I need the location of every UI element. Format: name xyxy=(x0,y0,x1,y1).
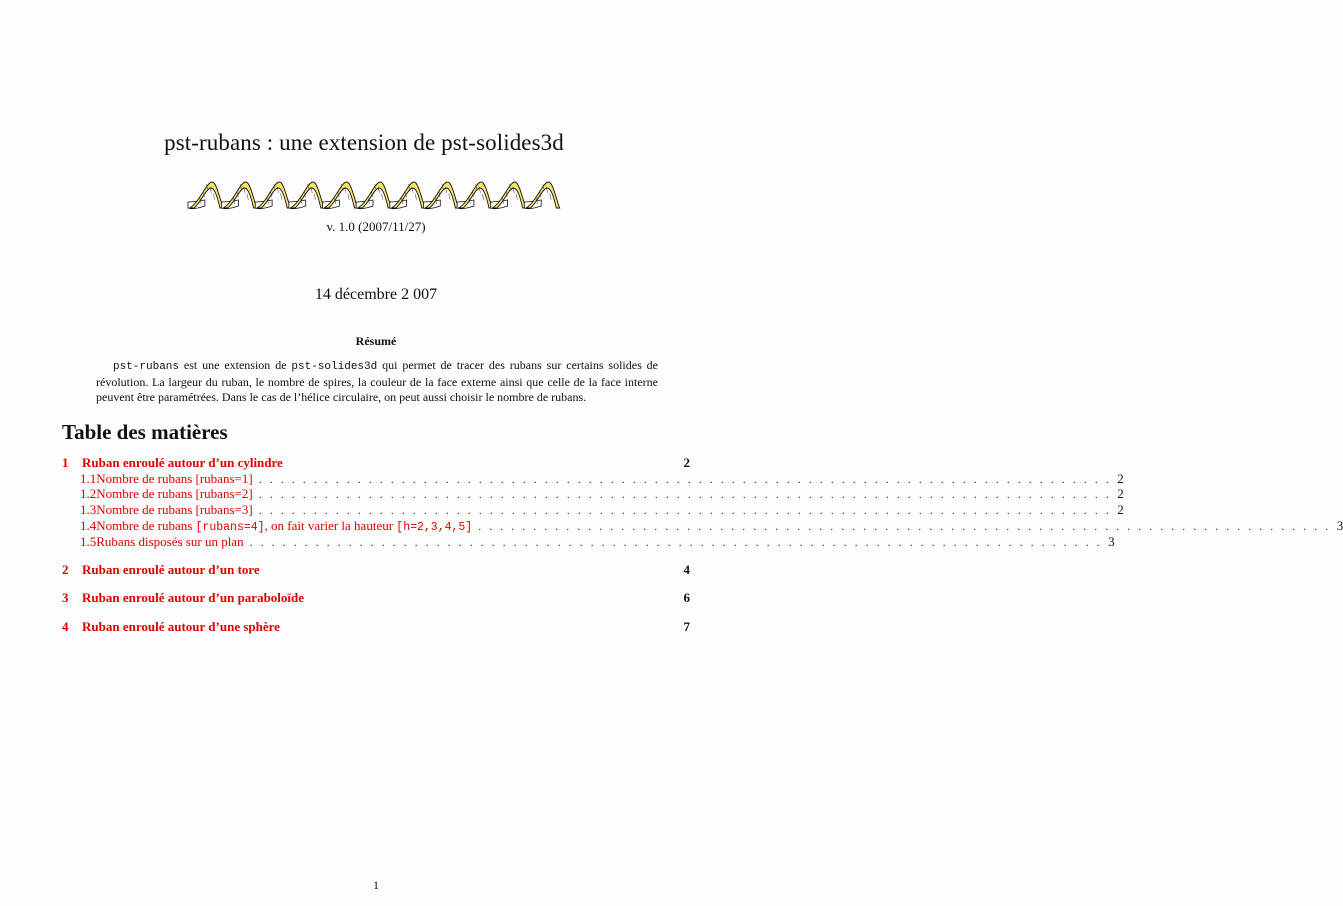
toc-entry-2[interactable]: 2 Ruban enroulé autour d’un tore 4 xyxy=(62,562,690,577)
ribbon-hatch xyxy=(281,194,283,200)
ribbon-outer-face xyxy=(324,182,358,208)
document-title: pst-rubans : une extension de pst-solides3d xyxy=(164,130,564,155)
ribbon-hatch xyxy=(247,194,249,200)
ribbon-outer-face xyxy=(291,182,325,208)
version-line: v. 1.0 (2007/11/27) xyxy=(326,219,426,234)
toc-entry-1-5[interactable]: 1.5 Rubans disposés sur un plan . . . . . . . . . . . . . . . . . . . . . . . . . . . . . . . . . . . . . . . . . . . . . . . . . . . . . . . . . . . . . . . . . . . . . . . . . . . . . . 3 xyxy=(80,534,1115,549)
ribbon-outer-face xyxy=(526,182,560,208)
ribbon-hatch xyxy=(415,194,417,200)
ribbon-hatch xyxy=(381,194,383,200)
ribbon-outer-face xyxy=(492,182,526,208)
ribbon-outer-face xyxy=(223,182,257,208)
ribbon-outer-face xyxy=(392,182,426,208)
ribbon-hatch xyxy=(213,194,215,200)
ribbon-hatch xyxy=(314,194,316,200)
ribbon-hatch xyxy=(348,194,350,200)
abstract-body: pst-rubans est une extension de pst-solides3d qui permet de tracer des rubans sur certains solides de révolution. La largeur du ruban, le nombre de spires, la couleur de la face externe ainsi que celle de la face interne peuvent être paramétrées. Dans le cas de l’hélice circulaire, on peut aussi choisir le nombre de rubans. xyxy=(96,358,658,404)
ribbon-hatch xyxy=(482,194,484,200)
toc-entry-1-2[interactable]: 1.2 Nombre de rubans [rubans=2] . . . . . . . . . . . . . . . . . . . . . . . . . . . . . . . . . . . . . . . . . . . . . . . . . . . . . . . . . . . . . . . . . . . . . . . . . . . . . . 2 xyxy=(80,486,1124,501)
ribbon-outer-face xyxy=(257,182,291,208)
toc-entry-1[interactable]: 1 Ruban enroulé autour d’un cylindre 2 xyxy=(62,455,690,470)
toc-heading: Table des matières xyxy=(62,420,228,444)
ribbon-outer-face xyxy=(190,182,224,208)
toc-entry-1-3[interactable]: 1.3 Nombre de rubans [rubans=3] . . . . . . . . . . . . . . . . . . . . . . . . . . . . . . . . . . . . . . . . . . . . . . . . . . . . . . . . . . . . . . . . . . . . . . . . . . . . . . 2 xyxy=(80,502,1124,517)
ribbon-outer-face xyxy=(425,182,459,208)
toc-entry-4[interactable]: 4 Ruban enroulé autour d’une sphère 7 xyxy=(62,619,690,634)
ribbon-hatch xyxy=(449,194,451,200)
code-pst-solides3d: pst-solides3d xyxy=(291,361,378,373)
ribbon-outer-face xyxy=(358,182,392,208)
ribbon-hatch xyxy=(550,194,552,200)
toc-entry-1-4[interactable]: 1.4 Nombre de rubans [rubans=4], on fait varier la hauteur [h=2,3,4,5] . . . . . . . . . . . . . . . . . . . . . . . . . . . . . . . . . . . . . . . . . . . . . . . . . . . . . . . . . . . . . . . . . . . . . . . . . . . . . . 3 xyxy=(80,518,1343,534)
ribbon-outer-face xyxy=(459,182,493,208)
code-pst-rubans: pst-rubans xyxy=(113,361,180,373)
abstract-heading: Résumé xyxy=(355,334,397,348)
document-date: 14 décembre 2 007 xyxy=(314,286,438,303)
ribbon-hatch xyxy=(516,194,518,200)
page-number: 1 xyxy=(373,878,379,892)
toc-entry-3[interactable]: 3 Ruban enroulé autour d’un paraboloïde 6 xyxy=(62,590,690,605)
toc-entry-1-1[interactable]: 1.1 Nombre de rubans [rubans=1] . . . . . . . . . . . . . . . . . . . . . . . . . . . . . . . . . . . . . . . . . . . . . . . . . . . . . . . . . . . . . . . . . . . . . . . . . . . . . . 2 xyxy=(80,471,1124,486)
ribbon-helix-logo xyxy=(188,178,558,212)
